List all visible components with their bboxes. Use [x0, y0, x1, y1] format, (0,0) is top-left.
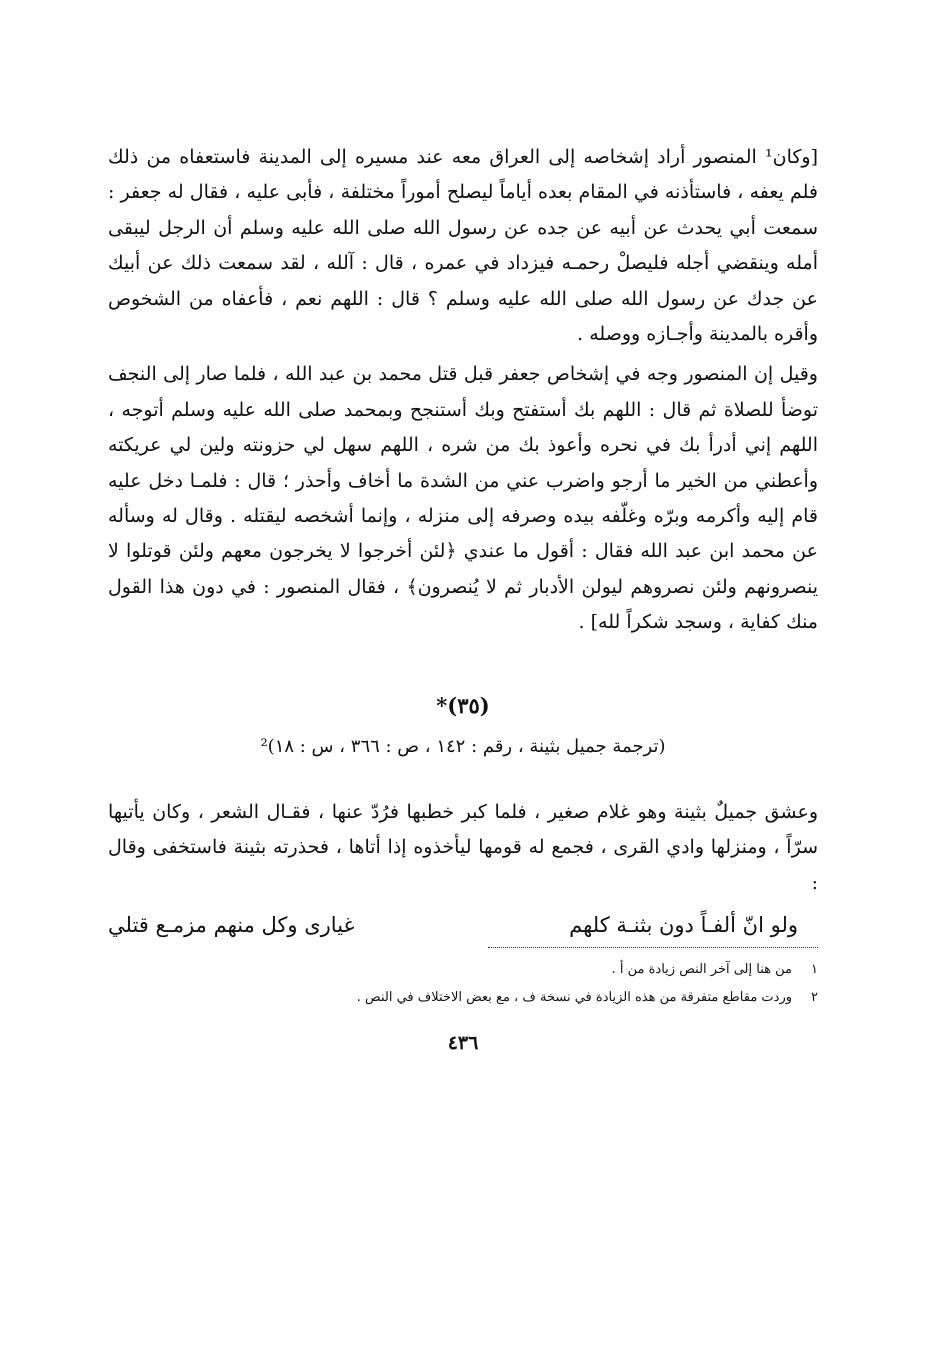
- paragraph-2: وقيل إن المنصور وجه في إشخاص جعفر قبل قتل محمد بن عبد الله ، فلما صار إلى النجف توضأ للصلاة ثم قال : اللهم بك أستفتح وبك أستنجح وبمحمد صلى الله عليه وسلم أتوجه ، اللهم إني أدرأ بك في نحره وأعوذ بك من شره ، اللهم سهل لي حزونته ولين لي عريكته وأعطني من الخير ما أرجو واضرب عني من الشدة ما أخاف وأحذر ؛ قال : فلمـا دخل عليه قام إليه وأكرمه وبرّه وغلّفه بيده وصرفه إلى منزله ، وإنما أشخصه ليقتله . وقال له وسأله عن محمد ابن عبد الله فقال : أقول ما عندي ﴿لئن أخرجوا لا يخرجون معهم ولئن قوتلوا لا ينصرونهم ولئن نصروهم ليولن الأدبار ثم لا يُنصرون﴾ ، فقال المنصور : في دون هذا القول منك كفاية ، وسجد شكراً لله] .: [108, 363, 818, 634]
- poem-verse: [108, 913, 818, 937]
- section-number: (٣٥)*: [436, 692, 490, 718]
- footnote-number: ١: [811, 961, 818, 977]
- page-body: [108, 140, 818, 1054]
- verse-second-hemistich: غيارى وكل منهم مزمـع قتلي: [108, 912, 355, 937]
- paragraph-3: وعشق جميلٌ بثينة وهو غلام صغير ، فلما كبر خطبها فرُدّ عنها ، فقـال الشعر ، وكان يأتيها سرّاً ، ومنزلها وادي القرى ، فجمع له قومها ليأخذوه إذا أتاها ، فحذرته بثينة فاستخفى وقال :: [108, 800, 818, 894]
- footnotes: [108, 956, 818, 1012]
- footnote-separator: [488, 947, 818, 948]
- footnote-item: [108, 956, 818, 984]
- paragraph-1: [وكان¹ المنصور أراد إشخاصه إلى العراق معه عند مسيره إلى المدينة فاستعفاه من ذلك فلم يعفه ، فاستأذنه في المقام بعده أياماً ليصلح أموراً مختلفة ، فأبى عليه ، فقال له جعفر : سمعت أبي يحدث عن أبيه عن جده عن رسول الله صلى الله عليه وسلم أن الرجل ليبقى أمله وينقضي أجله فليصلْ رحمـه فيزداد في عمره ، قال : آلله ، لقد سمعت ذلك عن أبيك عن جدك عن رسول الله صلى الله عليه وسلم ؟ قال : اللهم نعم ، فأعفاه من الشخوص وأقره بالمدينة وأجـازه ووصله .: [108, 146, 818, 346]
- footnote-item: [108, 984, 818, 1012]
- page-number: ٤٣٦: [447, 1031, 479, 1054]
- verse-first-hemistich: ولو انّ ألفـاً دون بثنـة كلهم: [569, 912, 798, 937]
- footnote-number: ٢: [811, 989, 818, 1005]
- footnote-text: من هنا إلى آخر النص زيادة من أ .: [611, 961, 792, 977]
- footnote-text: وردت مقاطع متفرقة من هذه الزيادة في نسخة ف ، مع بعض الاختلاف في النص .: [356, 989, 792, 1005]
- section-reference: (ترجمة جميل بثينة ، رقم : ١٤٢ ، ص : ٣٦٦ ، س : ١٨)²: [260, 735, 666, 757]
